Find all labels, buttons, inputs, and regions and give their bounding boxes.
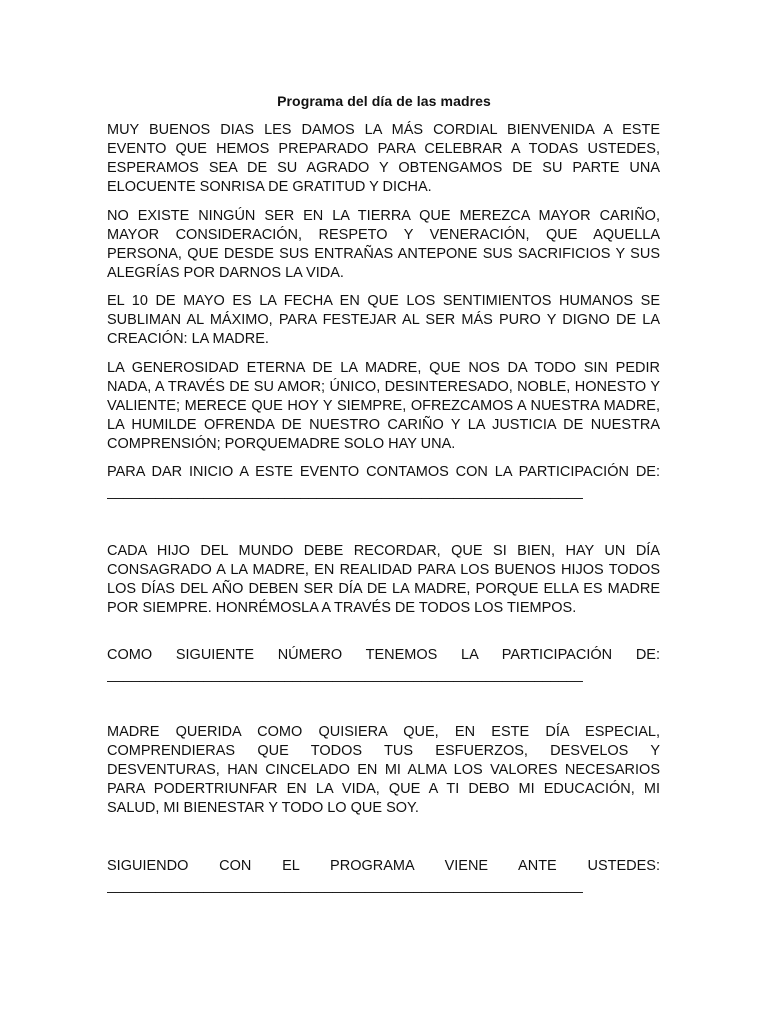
document-title: Programa del día de las madres [277, 93, 491, 109]
paragraph-participacion-2: COMO SIGUIENTE NÚMERO TENEMOS LA PARTICIPACIÓN DE: [107, 647, 660, 663]
paragraph-generosidad: LA GENEROSIDAD ETERNA DE LA MADRE, QUE NOS DA TODO SIN PEDIR NADA, A TRAVÉS DE SU AMOR; ÚNICO, DESINTERESADO, NOBLE, HONESTO Y VALIENTE; MERECE QUE HOY Y SIEMPRE, OFREZCAMOS A NUESTRA MADRE, LA HUMILDE OFRENDA DE NUESTRO CARIÑO Y LA JUSTICIA DE NUESTRA COMPRENSIÓN; PORQUEMADRE SOLO HAY UNA. [107, 360, 660, 452]
paragraph-welcome: MUY BUENOS DIAS LES DAMOS LA MÁS CORDIAL BIENVENIDA A ESTE EVENTO QUE HEMOS PREPARADO PARA CELEBRAR A TODAS USTEDES, ESPERAMOS SEA DE SU AGRADO Y OBTENGAMOS DE SU PARTE UNA ELOCUENTE SONRISA DE GRATITUD Y DICHA. [107, 122, 660, 195]
paragraph-participacion-1: PARA DAR INICIO A ESTE EVENTO CONTAMOS CON LA PARTICIPACIÓN DE: [107, 464, 660, 480]
paragraph-cada-hijo: CADA HIJO DEL MUNDO DEBE RECORDAR, QUE SI BIEN, HAY UN DÍA CONSAGRADO A LA MADRE, EN REALIDAD PARA LOS BUENOS HIJOS TODOS LOS DÍAS DEL AÑO DEBEN SER DÍA DE LA MADRE, PORQUE ELLA ES MADRE POR SIEMPRE. HONRÉMOSLA A TRAVÉS DE TODOS LOS TIEMPOS. [107, 543, 660, 616]
fill-in-blank-3: ___________________________________________________________ [107, 878, 583, 894]
fill-in-blank-2: ___________________________________________________________ [107, 667, 583, 683]
fill-in-blank-1: ___________________________________________________________ [107, 484, 583, 500]
paragraph-10-de-mayo: EL 10 DE MAYO ES LA FECHA EN QUE LOS SENTIMIENTOS HUMANOS SE SUBLIMAN AL MÁXIMO, PARA FESTEJAR AL SER MÁS PURO Y DIGNO DE LA CREACIÓN: LA MADRE. [107, 293, 660, 347]
paragraph-no-existe: NO EXISTE NINGÚN SER EN LA TIERRA QUE MEREZCA MAYOR CARIÑO, MAYOR CONSIDERACIÓN, RESPETO Y VENERACIÓN, QUE AQUELLA PERSONA, QUE DESDE SUS ENTRAÑAS ANTEPONE SUS SACRIFICIOS Y SUS ALEGRÍAS POR DARNOS LA VIDA. [107, 208, 660, 281]
paragraph-siguiendo: SIGUIENDO CON EL PROGRAMA VIENE ANTE USTEDES: [107, 858, 660, 874]
paragraph-madre-querida: MADRE QUERIDA COMO QUISIERA QUE, EN ESTE DÍA ESPECIAL, COMPRENDIERAS QUE TODOS TUS ESFUERZOS, DESVELOS Y DESVENTURAS, HAN CINCELADO EN MI ALMA LOS VALORES NECESARIOS PARA PODERTRIUNFAR EN LA VIDA, QUE A TI DEBO MI EDUCACIÓN, MI SALUD, MI BIENESTAR Y TODO LO QUE SOY. [107, 724, 660, 816]
